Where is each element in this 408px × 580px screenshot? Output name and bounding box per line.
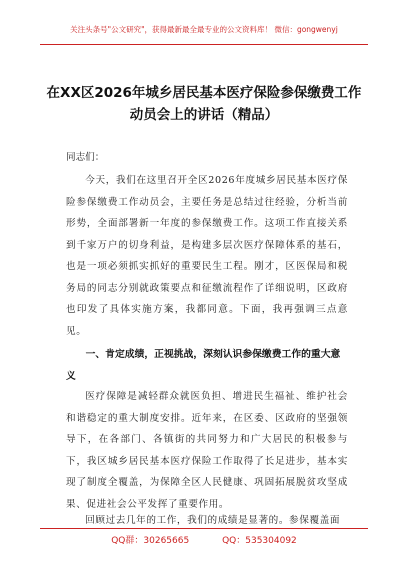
- footer: [0, 533, 408, 546]
- paragraph-section-1: 医疗保障是减轻群众就医负担、增进民生福祉、维护社会和谐稳定的重大制度安排。近年来，在区委、区政府的坚强领导下，在各部门、各镇街的共同努力和广大居民的积极参与下，我区城乡居民基本医疗保险工作取得了长足进步，基本实现了制度全覆盖，为保障全区人民健康、巩固拓展脱贫攻坚成果、促进社会公平发挥了重要作用。: [66, 391, 348, 510]
- header-divider: [40, 44, 368, 45]
- footer-divider: [40, 528, 368, 529]
- footer-qq-group: QQ群：30265665: [111, 536, 190, 546]
- section-heading-1: 一、肯定成绩，正视挑战，深刻认识参保缴费工作的重大意义: [66, 349, 341, 382]
- paragraph-review: 回顾过去几年的工作，我们的成绩是显著的。参保覆盖面: [85, 515, 341, 526]
- paragraph-intro: 今天，我们在这里召开全区2026年度城乡居民基本医疗保险参保缴费工作动员会，主要任务是总结过往经验，分析当前形势，全面部署新一年度的参保缴费工作。这项工作直接关系到千家万户的切身利益，是构建多层次医疗保障体系的基石，也是一项必须抓实抓好的重要民生工程。刚才，区医保局和税务局的同志分别就政策要点和征缴流程作了详细说明，区政府也印发了具体实施方案，我都同意。下面，我再强调三点意见。: [66, 175, 348, 337]
- footer-qq: QQ：535304092: [222, 536, 297, 546]
- header-banner: 关注头条号"公文研究"，获得最新最全最专业的公文资料库！ 微信：gongwenyj: [70, 25, 338, 34]
- document-title: 在XX区2026年城乡居民基本医疗保险参保缴费工作动员会上的讲话（精品）: [46, 85, 362, 123]
- salutation: 同志们：: [66, 152, 105, 163]
